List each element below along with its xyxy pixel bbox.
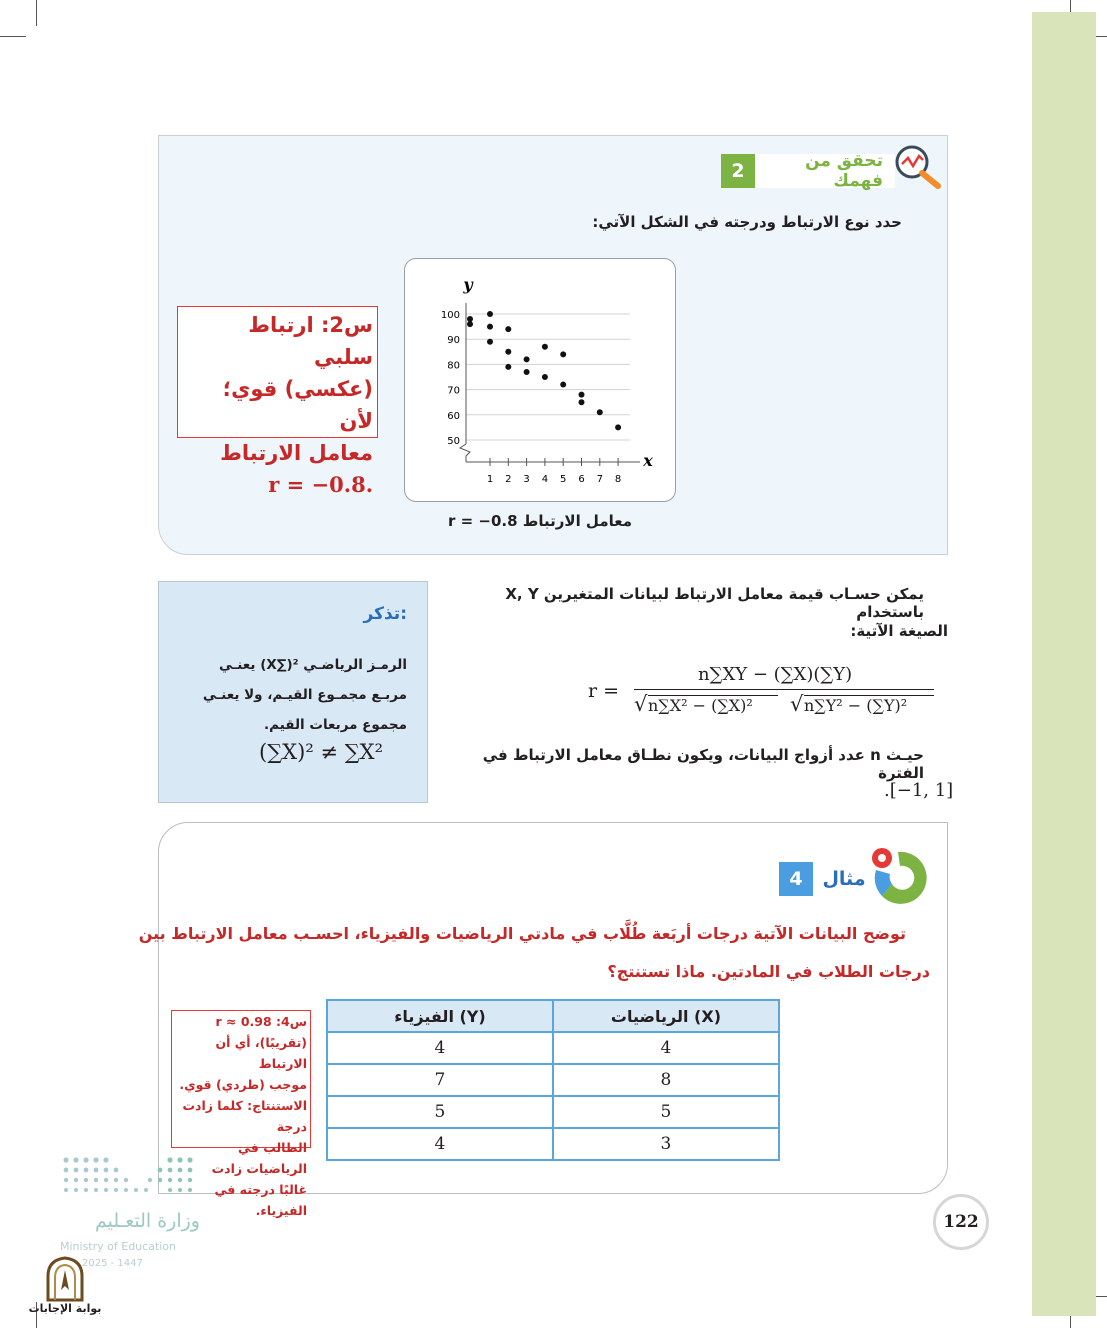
scatter-chart [404,258,676,502]
data-point [505,349,511,355]
logo-dot [104,1178,108,1182]
table-cell: 3 [553,1128,779,1160]
data-point [615,424,621,430]
logo-dot [64,1168,69,1173]
table-header: الفيزياء (Y) [327,1000,553,1032]
answer-line: س4: r ≈ 0.98 [215,1014,307,1029]
fraction-bar [634,689,934,690]
page-margin-strip [1032,12,1096,1316]
remember-title: تذكر: [363,604,407,624]
y-axis-label: y [463,275,473,294]
ministry-name-en: Ministry of Education [60,1240,177,1253]
example-title: مثال [822,868,866,890]
logo-dot [178,1168,183,1173]
table-cell: 4 [327,1032,553,1064]
remember-line: مجموع مربعات القيم. [264,717,407,733]
data-point [505,326,511,332]
logo-dot [144,1188,148,1192]
formula-r: r = [588,680,620,702]
x-tick-label: 7 [596,474,603,485]
logo-dot [188,1188,192,1192]
logo-dot [84,1168,89,1173]
answer-line: س2: ارتباط سلبي [248,313,373,369]
data-point [542,374,548,380]
example-text-line-1: توضح البيانات الآتية درجات أربَعة طُلَّاب في مادتي الرياضيات والفيزياء، احسـب معامل الارتباط بين [138,924,906,943]
answer-line: معامل الارتباط [220,441,373,465]
table-header: الرياضيات (X) [553,1000,779,1032]
sqrt-sign: √ [634,692,648,716]
logo-dot [158,1178,162,1182]
data-point [487,311,493,317]
formula-denominator-2: n∑Y² − (∑Y)² [804,696,908,715]
answer-line: موجب (طردي) قوي. [179,1077,307,1092]
crop-mark [36,0,37,26]
ministry-logo-dots [60,1154,200,1198]
logo-dot [167,1157,172,1162]
answer-line: (عكسي) قوي؛ لأن [222,377,373,433]
data-point [579,392,585,398]
logo-dot [74,1178,78,1182]
logo-dot [83,1157,88,1162]
remember-line: مربـع مجمـوع القيـم، ولا يعنـي [202,687,407,703]
logo-dot [148,1178,152,1182]
magnifier-icon [890,142,944,190]
table-row [327,1032,779,1064]
table-cell: 5 [553,1096,779,1128]
x-tick-label: 1 [486,474,494,485]
correlation-caption: معامل الارتباط r = −0.8 [448,512,632,530]
answer-line: غالبًا درجته في الفيزياء. [214,1182,307,1218]
logo-dot [64,1178,68,1182]
answer-line: (تقريبًا)، أي أن الارتباط [215,1035,307,1071]
sqrt-sign: √ [790,692,804,716]
logo-dot [84,1178,88,1182]
answer-box-q4 [171,1010,311,1218]
logo-dot [84,1188,88,1192]
data-point [560,351,566,357]
example-icon [868,840,932,908]
logo-dot [114,1188,118,1192]
formula-interval: .[−1, 1] [884,780,954,801]
answer-box-q2 [177,306,378,497]
logo-dot [188,1178,192,1182]
data-table [326,999,780,1161]
data-point [524,369,530,375]
table-cell: 8 [553,1064,779,1096]
y-tick-label: 70 [447,385,460,397]
table-cell: 4 [327,1128,553,1160]
check-prompt: حدد نوع الارتباط ودرجته في الشكل الآتي: [592,213,902,231]
logo-dot [124,1178,128,1182]
example-number: 4 [779,862,813,896]
data-point [524,356,530,362]
answer-line: الطالب في الرياضيات زادت [211,1140,307,1176]
answer-line: .r = −0.8 [268,472,373,497]
y-tick-label: 90 [447,335,460,347]
logo-dot [178,1178,182,1182]
logo-dot [94,1188,98,1192]
x-tick-label: 3 [523,474,530,485]
logo-dot [104,1168,109,1173]
logo-dot [177,1157,182,1162]
crop-mark [0,36,26,37]
x-tick-label: 5 [560,474,567,485]
logo-dot [74,1188,78,1192]
data-point [579,399,585,405]
logo-dot [168,1188,172,1192]
x-tick-label: 2 [505,474,512,485]
logo-dot [158,1168,163,1173]
x-axis-label: x [643,451,653,470]
table-cell: 7 [327,1064,553,1096]
logo-dot [168,1178,172,1182]
ministry-name-ar: وزارة التعـليم [94,1210,200,1232]
logo-dot [73,1157,78,1162]
table-row [327,1128,779,1160]
logo-dot [94,1178,98,1182]
data-point [487,324,493,330]
table-row [327,1064,779,1096]
logo-dot [124,1188,128,1192]
logo-dot [134,1188,138,1192]
logo-dot [168,1168,173,1173]
y-tick-label: 50 [447,436,460,447]
logo-dot [178,1188,182,1192]
data-point [467,321,473,327]
table-cell: 5 [327,1096,553,1128]
formula-denominator-1: n∑X² − (∑X)² [648,696,753,715]
logo-dot [64,1188,68,1192]
x-tick-label: 4 [541,474,549,485]
logo-dot [188,1168,193,1173]
logo-dot [103,1157,108,1162]
data-point [542,344,548,350]
remember-text [167,650,407,740]
logo-dot [93,1157,98,1162]
table-header-row [327,1000,779,1032]
formula-intro-2: الصيغة الآتية: [850,622,948,640]
formula-intro: يمكن حسـاب قيمة معامل الارتباط لبيانات المتغيرين X, Y باستخدام [505,585,924,621]
logo-dot [74,1168,79,1173]
y-tick-label: 80 [447,360,460,372]
remember-box [158,581,428,803]
table-row [327,1096,779,1128]
logo-dot [114,1168,119,1173]
x-tick-label: 8 [614,474,622,485]
y-tick-label: 100 [440,310,460,321]
portal-name: بوابة الإجابات [28,1302,102,1315]
check-number: 2 [721,154,755,188]
portal-logo-icon [44,1256,86,1302]
data-point [487,339,493,345]
check-title: تحقق من فهمك [755,154,895,188]
answer-line: الاستنتاج: كلما زادت درجة [182,1098,307,1134]
logo-dot [94,1168,99,1173]
table-cell: 4 [553,1032,779,1064]
logo-dot [114,1178,118,1182]
remember-formula: (∑X)² ≠ ∑X² [259,740,384,764]
example-text-line-2: درجات الطلاب في المادتين. ماذا تستنتج؟ [607,962,930,981]
axis-break [460,444,470,462]
ministry-year: 2025 - 1447 [82,1258,143,1269]
x-tick-label: 6 [578,474,585,485]
logo-dot [187,1157,192,1162]
data-point [597,409,603,415]
page-number: 122 [933,1194,989,1250]
logo-dot [104,1188,108,1192]
formula-after: حيـث n عدد أزواج البيانات، ويكون نطـاق معامل الارتباط في الفترة [482,746,924,782]
y-tick-label: 60 [447,410,460,422]
formula-numerator: n∑XY − (∑X)(∑Y) [698,664,853,685]
data-point [560,382,566,388]
remember-line: الرمـز الرياضـي ²(∑X) يعنـي [219,657,407,673]
data-point [505,364,511,370]
logo-dot [63,1157,68,1162]
